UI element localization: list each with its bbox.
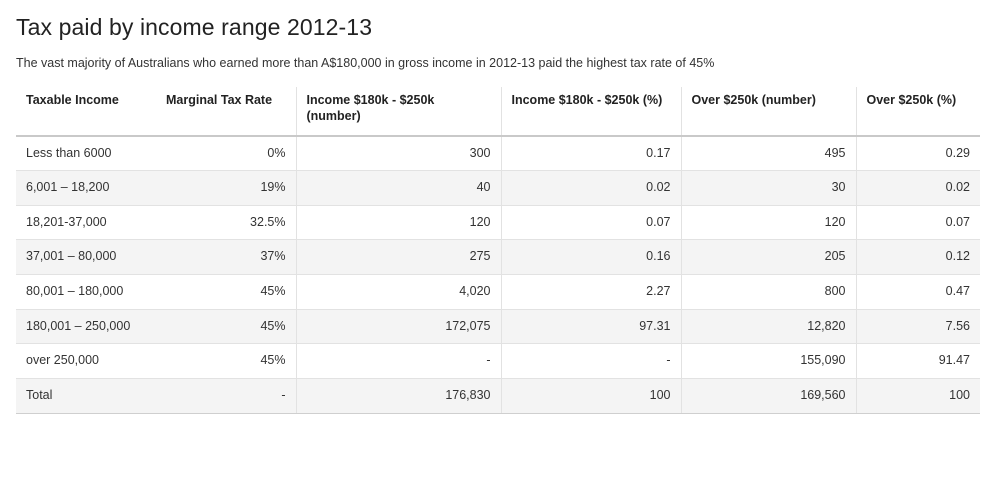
- table-row: [16, 309, 980, 344]
- cell-180k-250k-percent: 97.31: [501, 309, 681, 344]
- cell-marginal-rate: 45%: [156, 344, 296, 379]
- table-row: [16, 171, 980, 206]
- table-row: [16, 240, 980, 275]
- cell-marginal-rate: 45%: [156, 275, 296, 310]
- cell-marginal-rate: 19%: [156, 171, 296, 206]
- cell-180k-250k-percent: 0.17: [501, 136, 681, 171]
- cell-over-250k-percent: 7.56: [856, 309, 980, 344]
- cell-180k-250k-percent: 100: [501, 378, 681, 413]
- cell-over-250k-percent: 0.07: [856, 205, 980, 240]
- cell-marginal-rate: 32.5%: [156, 205, 296, 240]
- cell-marginal-rate: 45%: [156, 309, 296, 344]
- cell-180k-250k-percent: 0.02: [501, 171, 681, 206]
- cell-taxable-income: over 250,000: [16, 344, 156, 379]
- cell-over-250k-number: 205: [681, 240, 856, 275]
- table-row: [16, 205, 980, 240]
- cell-over-250k-percent: 100: [856, 378, 980, 413]
- cell-180k-250k-number: -: [296, 344, 501, 379]
- cell-180k-250k-number: 176,830: [296, 378, 501, 413]
- cell-over-250k-percent: 91.47: [856, 344, 980, 379]
- table-row: [16, 344, 980, 379]
- page-title: Tax paid by income range 2012-13: [16, 14, 373, 40]
- tax-table: [16, 87, 980, 413]
- cell-over-250k-number: 30: [681, 171, 856, 206]
- table-header-row: [16, 87, 980, 135]
- cell-over-250k-percent: 0.29: [856, 136, 980, 171]
- cell-180k-250k-percent: -: [501, 344, 681, 379]
- cell-marginal-rate: -: [156, 378, 296, 413]
- cell-over-250k-percent: 0.02: [856, 171, 980, 206]
- table-row-total: [16, 378, 980, 413]
- column-header-taxable-income: Taxable Income: [16, 87, 156, 135]
- cell-taxable-income: 6,001 – 18,200: [16, 171, 156, 206]
- table-body: [16, 136, 980, 414]
- table-header: [16, 87, 980, 135]
- table-row: [16, 136, 980, 171]
- cell-180k-250k-number: 172,075: [296, 309, 501, 344]
- cell-taxable-income: 180,001 – 250,000: [16, 309, 156, 344]
- cell-taxable-income: 18,201-37,000: [16, 205, 156, 240]
- page-subtitle: The vast majority of Australians who earned more than A$180,000 in gross income in 2012-13 paid the highest tax rate of 45%: [16, 56, 715, 70]
- cell-marginal-rate: 37%: [156, 240, 296, 275]
- cell-taxable-income: 37,001 – 80,000: [16, 240, 156, 275]
- cell-over-250k-number: 169,560: [681, 378, 856, 413]
- cell-180k-250k-percent: 0.07: [501, 205, 681, 240]
- cell-taxable-income: 80,001 – 180,000: [16, 275, 156, 310]
- cell-marginal-rate: 0%: [156, 136, 296, 171]
- cell-over-250k-number: 800: [681, 275, 856, 310]
- cell-over-250k-number: 120: [681, 205, 856, 240]
- cell-taxable-income: Less than 6000: [16, 136, 156, 171]
- cell-180k-250k-percent: 0.16: [501, 240, 681, 275]
- cell-over-250k-percent: 0.47: [856, 275, 980, 310]
- cell-180k-250k-number: 4,020: [296, 275, 501, 310]
- column-header-over-250k-percent: Over $250k (%): [856, 87, 980, 135]
- cell-180k-250k-percent: 2.27: [501, 275, 681, 310]
- column-header-over-250k-number: Over $250k (number): [681, 87, 856, 135]
- cell-taxable-income: Total: [16, 378, 156, 413]
- cell-180k-250k-number: 300: [296, 136, 501, 171]
- cell-180k-250k-number: 275: [296, 240, 501, 275]
- table-row: [16, 275, 980, 310]
- cell-over-250k-percent: 0.12: [856, 240, 980, 275]
- column-header-180k-250k-percent: Income $180k - $250k (%): [501, 87, 681, 135]
- cell-180k-250k-number: 120: [296, 205, 501, 240]
- column-header-marginal-tax-rate: Marginal Tax Rate: [156, 87, 296, 135]
- cell-over-250k-number: 495: [681, 136, 856, 171]
- cell-over-250k-number: 12,820: [681, 309, 856, 344]
- cell-180k-250k-number: 40: [296, 171, 501, 206]
- column-header-180k-250k-number: Income $180k - $250k (number): [296, 87, 501, 135]
- cell-over-250k-number: 155,090: [681, 344, 856, 379]
